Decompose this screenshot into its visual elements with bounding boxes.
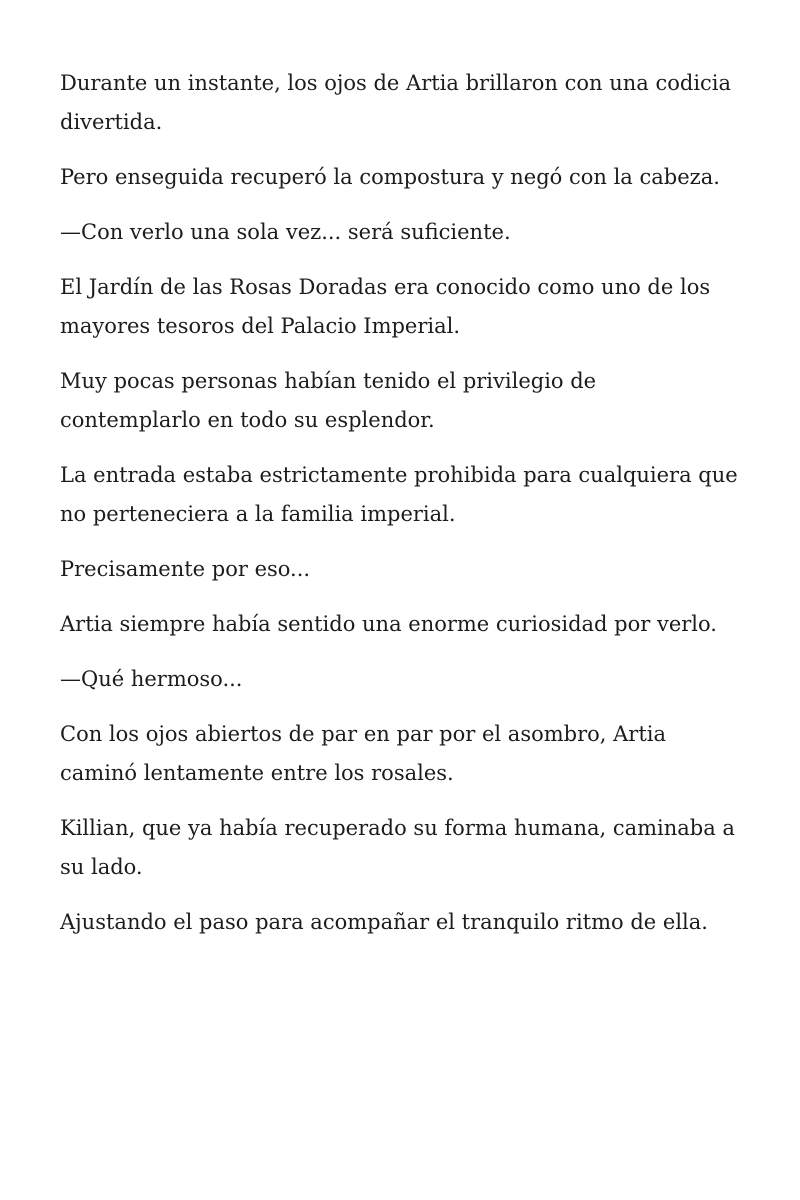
paragraph: La entrada estaba estrictamente prohibida para cualquiera que no perteneciera a la familia imperial.	[60, 463, 738, 526]
reading-page	[60, 64, 740, 958]
paragraph: Pero enseguida recuperó la compostura y negó con la cabeza.	[60, 165, 720, 189]
paragraph: Muy pocas personas habían tenido el privilegio de contemplarlo en todo su esplendor.	[60, 369, 597, 432]
paragraph: Artia siempre había sentido una enorme curiosidad por verlo.	[60, 612, 717, 636]
paragraph: —Qué hermoso...	[60, 667, 243, 691]
paragraph: Precisamente por eso...	[60, 557, 311, 581]
paragraph: —Con verlo una sola vez... será suficiente.	[60, 220, 511, 244]
paragraph: Killian, que ya había recuperado su forma humana, caminaba a su lado.	[60, 816, 735, 879]
paragraph: El Jardín de las Rosas Doradas era conocido como uno de los mayores tesoros del Palacio Imperial.	[60, 275, 711, 338]
paragraph: Durante un instante, los ojos de Artia brillaron con una codicia divertida.	[60, 71, 732, 134]
paragraph: Ajustando el paso para acompañar el tranquilo ritmo de ella.	[60, 910, 708, 934]
paragraph: Con los ojos abiertos de par en par por el asombro, Artia caminó lentamente entre los rosales.	[60, 722, 667, 785]
